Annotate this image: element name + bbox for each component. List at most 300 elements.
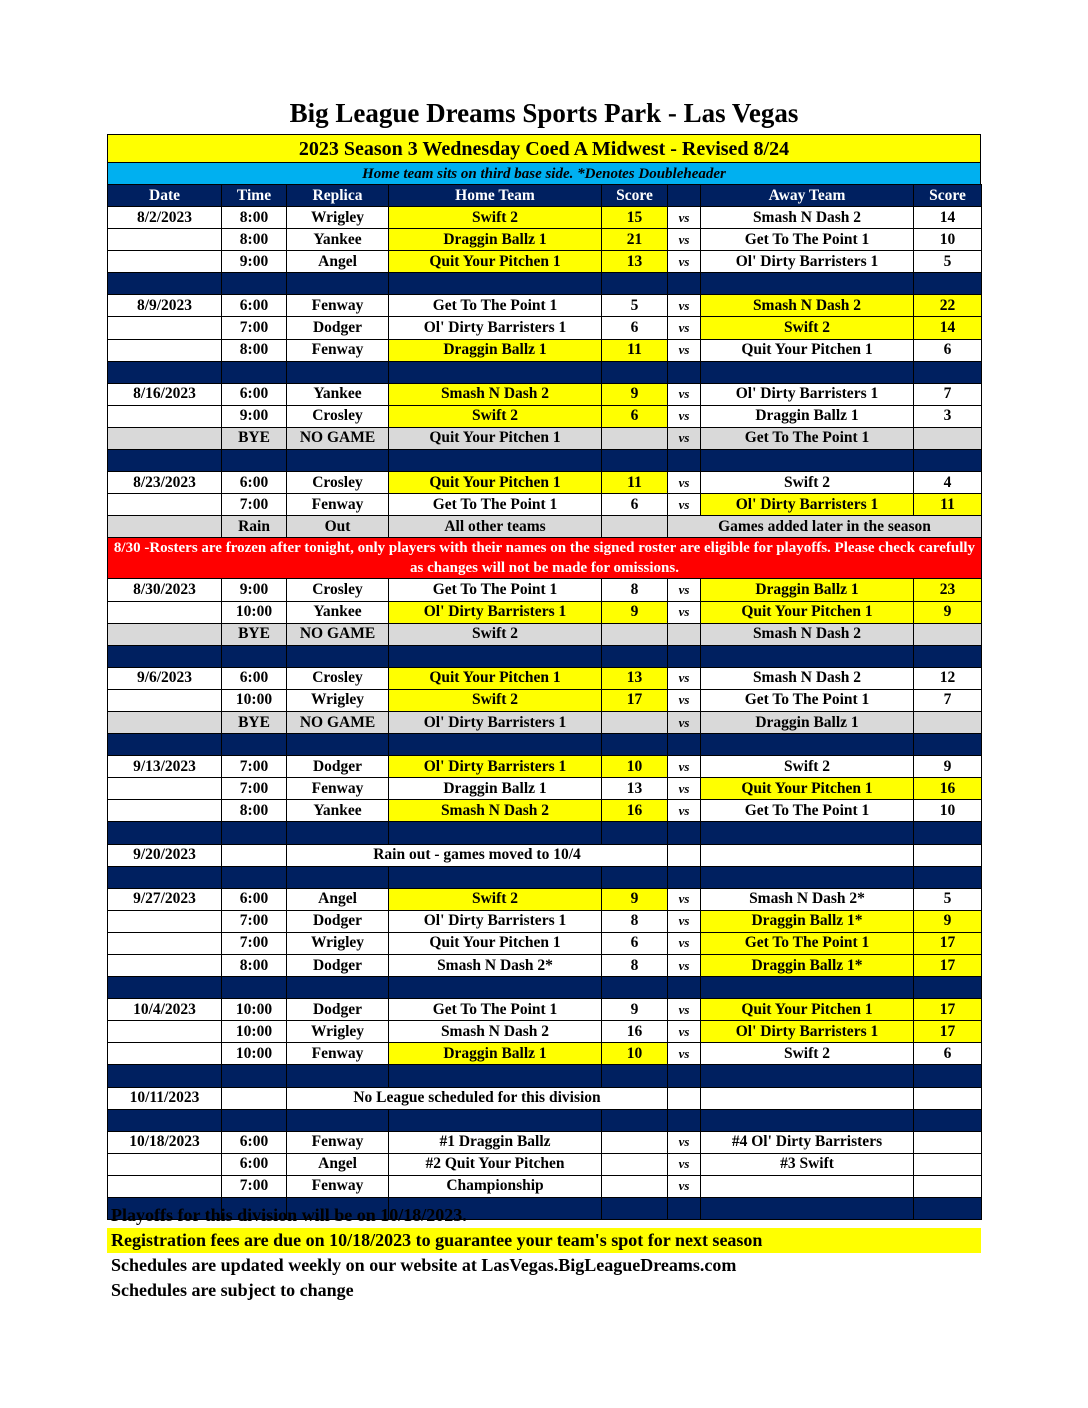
- time-cell: 7:00: [222, 317, 287, 339]
- replica-cell: Crosley: [287, 472, 389, 494]
- time-cell: 9:00: [222, 405, 287, 427]
- home-team-cell: Smash N Dash 2*: [389, 955, 602, 977]
- vs-cell: vs: [668, 472, 701, 494]
- date-cell: 10/11/2023: [108, 1087, 222, 1109]
- separator-cell: [287, 734, 389, 756]
- separator-cell: [602, 645, 668, 667]
- replica-cell: Fenway: [287, 339, 389, 361]
- home-score-cell: [602, 1131, 668, 1153]
- separator-cell: [287, 822, 389, 844]
- away-team-cell: Draggin Ballz 1: [701, 579, 914, 601]
- separator-cell: [701, 822, 914, 844]
- away-team-cell: Get To The Point 1: [701, 800, 914, 822]
- away-score-cell: 6: [914, 1043, 982, 1065]
- time-cell: 10:00: [222, 1043, 287, 1065]
- home-score-cell: 8: [602, 579, 668, 601]
- separator-cell: [222, 273, 287, 295]
- vs-cell: vs: [668, 667, 701, 689]
- home-score-cell: 6: [602, 494, 668, 516]
- game-row: [108, 383, 982, 405]
- home-team-cell: Quit Your Pitchen 1: [389, 427, 602, 449]
- week-separator-row: [108, 450, 982, 472]
- home-score-cell: 8: [602, 955, 668, 977]
- time-cell: 8:00: [222, 339, 287, 361]
- footer-playoffs: Playoffs for this division will be on 10/18/2023.: [111, 1205, 467, 1225]
- separator-cell: [222, 1109, 287, 1131]
- separator-cell: [668, 273, 701, 295]
- game-row: [108, 999, 982, 1021]
- date-cell: 8/30/2023: [108, 579, 222, 601]
- game-row: [108, 888, 982, 910]
- date-cell: 10/4/2023: [108, 999, 222, 1021]
- away-score-cell: 10: [914, 800, 982, 822]
- replica-cell: Fenway: [287, 295, 389, 317]
- header-away-score: Score: [914, 185, 982, 207]
- footer-registration: Registration fees are due on 10/18/2023 to guarantee your team's spot for next season: [107, 1228, 981, 1253]
- home-score-cell: 9: [602, 888, 668, 910]
- replica-cell: Crosley: [287, 579, 389, 601]
- game-row: [108, 1131, 982, 1153]
- separator-cell: [108, 1065, 222, 1087]
- separator-cell: [389, 866, 602, 888]
- separator-cell: [602, 734, 668, 756]
- home-team-cell: Swift 2: [389, 623, 602, 645]
- replica-cell: NO GAME: [287, 623, 389, 645]
- away-team-cell: Quit Your Pitchen 1: [701, 778, 914, 800]
- replica-cell: Wrigley: [287, 1021, 389, 1043]
- vs-cell: vs: [668, 601, 701, 623]
- bye-row: [108, 427, 982, 449]
- vs-cell: vs: [668, 207, 701, 229]
- header-home-team: Home Team: [389, 185, 602, 207]
- game-row: [108, 778, 982, 800]
- away-score-cell: [914, 427, 982, 449]
- time-cell: 9:00: [222, 579, 287, 601]
- replica-cell: Yankee: [287, 800, 389, 822]
- home-team-cell: Draggin Ballz 1: [389, 339, 602, 361]
- away-score-cell: 4: [914, 472, 982, 494]
- time-cell: 6:00: [222, 888, 287, 910]
- footer-disclaimer: Schedules are subject to change: [111, 1280, 354, 1300]
- away-score-cell: [914, 1175, 982, 1197]
- time-cell: BYE: [222, 427, 287, 449]
- vs-cell: vs: [668, 383, 701, 405]
- away-team-cell: Smash N Dash 2: [701, 623, 914, 645]
- replica-cell: Fenway: [287, 1043, 389, 1065]
- home-score-cell: 15: [602, 207, 668, 229]
- away-score-cell: 16: [914, 778, 982, 800]
- home-team-cell: Get To The Point 1: [389, 579, 602, 601]
- home-team-cell: Smash N Dash 2: [389, 800, 602, 822]
- alert-text: 8/30 -Rosters are frozen after tonight, only players with their names on the signed roster are eligible for playoffs. Please check carefully as changes will not be made for omissions.: [108, 538, 982, 579]
- vs-cell: vs: [668, 1175, 701, 1197]
- away-team-cell: Swift 2: [701, 756, 914, 778]
- separator-cell: [108, 450, 222, 472]
- separator-cell: [389, 273, 602, 295]
- date-cell: [108, 601, 222, 623]
- away-team-cell: Smash N Dash 2: [701, 295, 914, 317]
- game-row: [108, 229, 982, 251]
- time-cell: 8:00: [222, 229, 287, 251]
- away-score-cell: [914, 1131, 982, 1153]
- time-cell: 10:00: [222, 1021, 287, 1043]
- home-score-cell: 8: [602, 910, 668, 932]
- vs-cell: vs: [668, 711, 701, 733]
- time-cell: [222, 844, 287, 866]
- home-score-cell: 17: [602, 689, 668, 711]
- vs-cell: vs: [668, 800, 701, 822]
- date-cell: [108, 229, 222, 251]
- vs-cell: vs: [668, 999, 701, 1021]
- away-score-cell: 14: [914, 207, 982, 229]
- separator-cell: [914, 1065, 982, 1087]
- game-row: [108, 579, 982, 601]
- home-team-cell: Get To The Point 1: [389, 494, 602, 516]
- replica-cell: Dodger: [287, 317, 389, 339]
- vs-cell: vs: [668, 579, 701, 601]
- bye-row: [108, 711, 982, 733]
- vs-cell: vs: [668, 427, 701, 449]
- away-team-cell: Quit Your Pitchen 1: [701, 999, 914, 1021]
- separator-cell: [602, 1109, 668, 1131]
- header-row: [108, 185, 982, 207]
- home-team-cell: Draggin Ballz 1: [389, 1043, 602, 1065]
- replica-cell: Fenway: [287, 494, 389, 516]
- game-row: [108, 295, 982, 317]
- game-row: [108, 1021, 982, 1043]
- home-team-cell: Ol' Dirty Barristers 1: [389, 317, 602, 339]
- away-team-cell: Ol' Dirty Barristers 1: [701, 383, 914, 405]
- season-banner: 2023 Season 3 Wednesday Coed A Midwest - Revised 8/24: [107, 134, 981, 162]
- home-score-cell: 6: [602, 405, 668, 427]
- replica-cell: NO GAME: [287, 711, 389, 733]
- away-score-cell: 17: [914, 1021, 982, 1043]
- date-cell: 8/9/2023: [108, 295, 222, 317]
- separator-cell: [287, 361, 389, 383]
- away-team-cell: Swift 2: [701, 317, 914, 339]
- away-score-cell: 17: [914, 932, 982, 954]
- home-team-cell: Swift 2: [389, 207, 602, 229]
- separator-cell: [389, 734, 602, 756]
- home-team-cell: Get To The Point 1: [389, 295, 602, 317]
- replica-cell: Angel: [287, 888, 389, 910]
- time-cell: 10:00: [222, 689, 287, 711]
- vs-cell: vs: [668, 910, 701, 932]
- date-cell: [108, 405, 222, 427]
- home-team-cell: Championship: [389, 1175, 602, 1197]
- game-row: [108, 251, 982, 273]
- date-cell: [108, 251, 222, 273]
- home-team-cell: Swift 2: [389, 405, 602, 427]
- separator-cell: [701, 1065, 914, 1087]
- away-score-cell: 23: [914, 579, 982, 601]
- replica-cell: Dodger: [287, 910, 389, 932]
- separator-cell: [668, 1065, 701, 1087]
- schedule-body: [108, 185, 982, 1220]
- separator-cell: [222, 450, 287, 472]
- time-cell: 7:00: [222, 932, 287, 954]
- separator-cell: [602, 977, 668, 999]
- date-cell: [108, 516, 222, 538]
- separator-cell: [287, 1109, 389, 1131]
- home-team-cell: #1 Draggin Ballz: [389, 1131, 602, 1153]
- separator-cell: [914, 866, 982, 888]
- game-row: [108, 667, 982, 689]
- home-team-cell: Smash N Dash 2: [389, 1021, 602, 1043]
- time-cell: 6:00: [222, 383, 287, 405]
- message-cell: No League scheduled for this division: [287, 1087, 668, 1109]
- separator-cell: [287, 273, 389, 295]
- separator-cell: [914, 645, 982, 667]
- home-score-cell: 10: [602, 1043, 668, 1065]
- separator-cell: [602, 866, 668, 888]
- away-team-cell: Games added later in the season: [668, 516, 982, 538]
- separator-cell: [108, 977, 222, 999]
- time-cell: 6:00: [222, 1131, 287, 1153]
- separator-cell: [668, 977, 701, 999]
- separator-cell: [914, 361, 982, 383]
- replica-cell: NO GAME: [287, 427, 389, 449]
- home-score-cell: 16: [602, 800, 668, 822]
- date-cell: [108, 339, 222, 361]
- footer-website: Schedules are updated weekly on our website at LasVegas.BigLeagueDreams.com: [111, 1255, 737, 1275]
- home-score-cell: 9: [602, 601, 668, 623]
- vs-cell: vs: [668, 1153, 701, 1175]
- separator-cell: [668, 450, 701, 472]
- away-team-cell: Get To The Point 1: [701, 427, 914, 449]
- replica-cell: Yankee: [287, 601, 389, 623]
- home-score-cell: [602, 623, 668, 645]
- separator-cell: [389, 361, 602, 383]
- separator-cell: [108, 361, 222, 383]
- away-score-cell: 14: [914, 317, 982, 339]
- away-team-cell: Smash N Dash 2: [701, 207, 914, 229]
- home-score-cell: 13: [602, 778, 668, 800]
- away-score-cell: 7: [914, 383, 982, 405]
- week-separator-row: [108, 1065, 982, 1087]
- replica-cell: Yankee: [287, 383, 389, 405]
- schedule-table: [107, 184, 982, 1220]
- separator-cell: [108, 822, 222, 844]
- away-team-cell: Get To The Point 1: [701, 932, 914, 954]
- home-score-cell: 6: [602, 932, 668, 954]
- replica-cell: Angel: [287, 251, 389, 273]
- away-team-cell: Get To The Point 1: [701, 229, 914, 251]
- message-cell: Rain out - games moved to 10/4: [287, 844, 668, 866]
- away-team-cell: Draggin Ballz 1: [701, 405, 914, 427]
- date-cell: [108, 1021, 222, 1043]
- separator-cell: [222, 645, 287, 667]
- separator-cell: [222, 866, 287, 888]
- away-score-cell: 9: [914, 601, 982, 623]
- vs-cell: vs: [668, 317, 701, 339]
- replica-cell: Yankee: [287, 229, 389, 251]
- date-cell: [108, 1043, 222, 1065]
- vs-cell: vs: [668, 932, 701, 954]
- replica-cell: Out: [287, 516, 389, 538]
- game-row: [108, 955, 982, 977]
- time-cell: 6:00: [222, 295, 287, 317]
- home-score-cell: 5: [602, 295, 668, 317]
- home-team-cell: Quit Your Pitchen 1: [389, 472, 602, 494]
- header-time: Time: [222, 185, 287, 207]
- time-cell: 7:00: [222, 1175, 287, 1197]
- away-score-cell: 9: [914, 910, 982, 932]
- home-score-cell: 6: [602, 317, 668, 339]
- replica-cell: Crosley: [287, 667, 389, 689]
- time-cell: 7:00: [222, 756, 287, 778]
- date-cell: [108, 623, 222, 645]
- week-separator-row: [108, 273, 982, 295]
- date-cell: 9/13/2023: [108, 756, 222, 778]
- home-team-cell: Draggin Ballz 1: [389, 229, 602, 251]
- away-score-cell: 10: [914, 229, 982, 251]
- separator-cell: [222, 977, 287, 999]
- away-team-cell: Draggin Ballz 1: [701, 711, 914, 733]
- home-score-cell: 11: [602, 472, 668, 494]
- replica-cell: Wrigley: [287, 932, 389, 954]
- home-team-cell: Smash N Dash 2: [389, 383, 602, 405]
- page-title: Big League Dreams Sports Park - Las Vegas: [289, 98, 799, 128]
- message-row: [108, 1087, 982, 1109]
- separator-cell: [389, 1065, 602, 1087]
- week-separator-row: [108, 361, 982, 383]
- vs-cell: vs: [668, 1043, 701, 1065]
- home-team-cell: All other teams: [389, 516, 602, 538]
- away-score-cell: 22: [914, 295, 982, 317]
- vs-cell: vs: [668, 689, 701, 711]
- date-cell: [108, 800, 222, 822]
- time-cell: 8:00: [222, 955, 287, 977]
- away-team-cell: Draggin Ballz 1*: [701, 955, 914, 977]
- separator-cell: [701, 450, 914, 472]
- vs-cell: [668, 844, 701, 866]
- home-score-cell: 16: [602, 1021, 668, 1043]
- vs-cell: vs: [668, 1021, 701, 1043]
- home-team-cell: Ol' Dirty Barristers 1: [389, 711, 602, 733]
- separator-cell: [389, 450, 602, 472]
- week-separator-row: [108, 645, 982, 667]
- vs-cell: vs: [668, 405, 701, 427]
- time-cell: 7:00: [222, 910, 287, 932]
- separator-cell: [668, 866, 701, 888]
- away-team-cell: Swift 2: [701, 1043, 914, 1065]
- vs-cell: vs: [668, 756, 701, 778]
- separator-cell: [914, 450, 982, 472]
- vs-cell: vs: [668, 339, 701, 361]
- separator-cell: [287, 645, 389, 667]
- away-team-cell: [701, 844, 914, 866]
- separator-cell: [108, 734, 222, 756]
- away-score-cell: 12: [914, 667, 982, 689]
- away-score-cell: 17: [914, 955, 982, 977]
- separator-cell: [222, 734, 287, 756]
- date-cell: 9/27/2023: [108, 888, 222, 910]
- separator-cell: [222, 822, 287, 844]
- separator-cell: [602, 450, 668, 472]
- home-score-cell: [602, 427, 668, 449]
- separator-cell: [701, 361, 914, 383]
- home-score-cell: 13: [602, 667, 668, 689]
- game-row: [108, 317, 982, 339]
- game-row: [108, 472, 982, 494]
- game-row: [108, 601, 982, 623]
- separator-cell: [287, 866, 389, 888]
- separator-cell: [389, 645, 602, 667]
- vs-cell: vs: [668, 778, 701, 800]
- away-team-cell: [701, 1087, 914, 1109]
- vs-cell: vs: [668, 229, 701, 251]
- separator-cell: [914, 977, 982, 999]
- away-team-cell: Ol' Dirty Barristers 1: [701, 251, 914, 273]
- schedule: [107, 134, 981, 1220]
- separator-cell: [108, 1109, 222, 1131]
- separator-cell: [108, 273, 222, 295]
- header-vs: [668, 185, 701, 207]
- home-team-cell: Swift 2: [389, 689, 602, 711]
- replica-cell: Wrigley: [287, 207, 389, 229]
- home-score-cell: [602, 711, 668, 733]
- date-cell: 8/23/2023: [108, 472, 222, 494]
- home-team-note: Home team sits on third base side. *Denotes Doubleheader: [107, 162, 981, 184]
- date-cell: [108, 1175, 222, 1197]
- separator-cell: [389, 822, 602, 844]
- date-cell: [108, 689, 222, 711]
- separator-cell: [668, 822, 701, 844]
- away-score-cell: 6: [914, 339, 982, 361]
- separator-cell: [602, 1065, 668, 1087]
- home-score-cell: [602, 516, 668, 538]
- message-row: [108, 844, 982, 866]
- separator-cell: [701, 977, 914, 999]
- away-team-cell: Quit Your Pitchen 1: [701, 339, 914, 361]
- header-away-team: Away Team: [701, 185, 914, 207]
- away-team-cell: Ol' Dirty Barristers 1: [701, 1021, 914, 1043]
- date-cell: 10/18/2023: [108, 1131, 222, 1153]
- away-score-cell: 7: [914, 689, 982, 711]
- date-cell: 9/20/2023: [108, 844, 222, 866]
- home-team-cell: Ol' Dirty Barristers 1: [389, 601, 602, 623]
- date-cell: 8/16/2023: [108, 383, 222, 405]
- time-cell: 9:00: [222, 251, 287, 273]
- vs-cell: vs: [668, 955, 701, 977]
- date-cell: [108, 427, 222, 449]
- away-score-cell: [914, 623, 982, 645]
- roster-freeze-alert: [108, 538, 982, 579]
- time-cell: 7:00: [222, 778, 287, 800]
- home-team-cell: #2 Quit Your Pitchen: [389, 1153, 602, 1175]
- replica-cell: Crosley: [287, 405, 389, 427]
- separator-cell: [668, 1109, 701, 1131]
- game-row: [108, 339, 982, 361]
- time-cell: 8:00: [222, 800, 287, 822]
- replica-cell: Dodger: [287, 955, 389, 977]
- date-cell: [108, 494, 222, 516]
- rain-out-row: [108, 516, 982, 538]
- separator-cell: [701, 645, 914, 667]
- separator-cell: [602, 361, 668, 383]
- home-team-cell: Draggin Ballz 1: [389, 778, 602, 800]
- separator-cell: [914, 1109, 982, 1131]
- footer-notes: [107, 1203, 981, 1303]
- home-score-cell: 21: [602, 229, 668, 251]
- game-row: [108, 756, 982, 778]
- week-separator-row: [108, 822, 982, 844]
- time-cell: BYE: [222, 623, 287, 645]
- away-score-cell: 17: [914, 999, 982, 1021]
- date-cell: [108, 910, 222, 932]
- replica-cell: Angel: [287, 1153, 389, 1175]
